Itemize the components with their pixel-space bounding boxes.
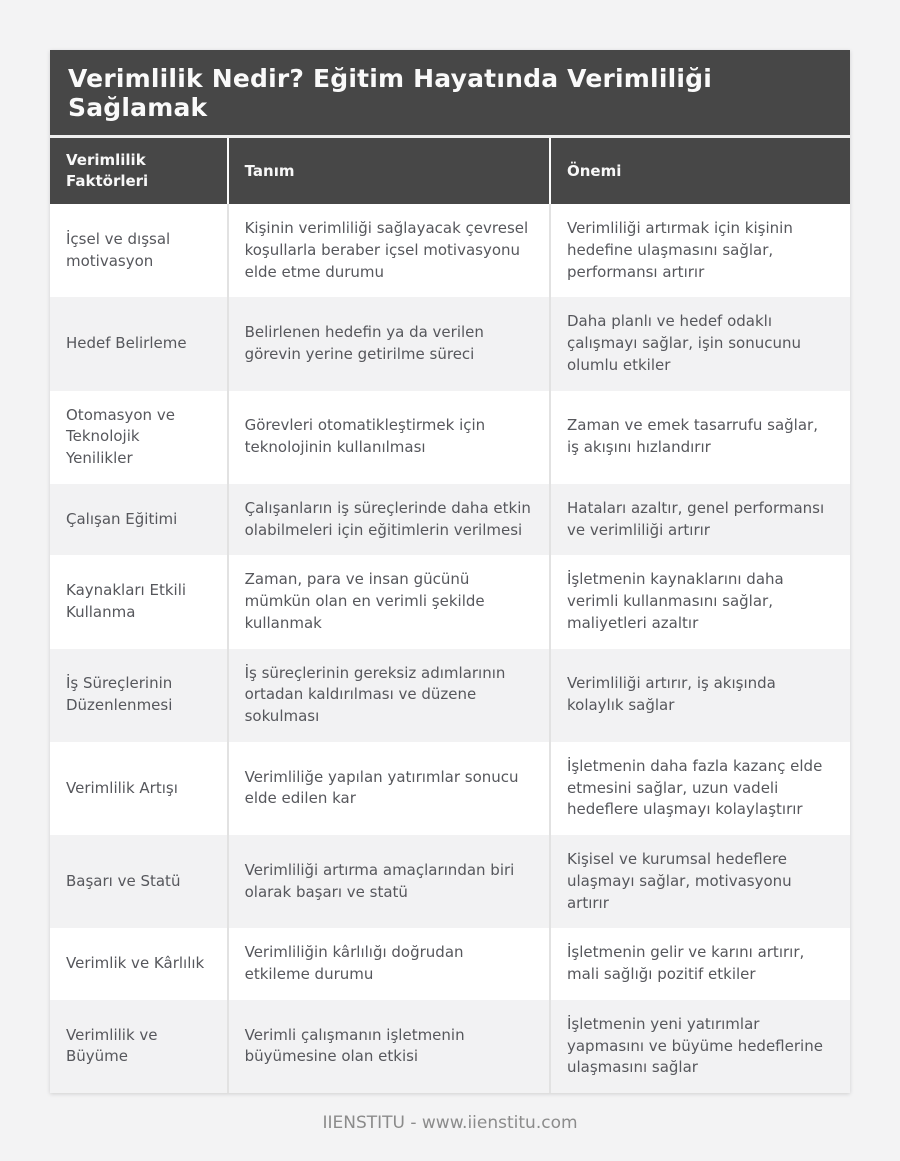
cell-tanim: Verimliliğin kârlılığı doğrudan etkileme durumu bbox=[228, 928, 550, 1000]
cell-faktor: Verimlilik ve Büyüme bbox=[66, 1025, 158, 1066]
cell-tanim: Verimliliğe yapılan yatırımlar sonucu elde edilen kar bbox=[228, 742, 550, 835]
cell-faktor: Otomasyon ve Teknolojik Yenilikler bbox=[66, 405, 175, 467]
cell-onemi: İşletmenin daha fazla kazanç elde etmesini sağlar, uzun vadeli hedeflere ulaşmayı kolaylaştırır bbox=[550, 742, 850, 835]
cell-tanim: Zaman, para ve insan gücünü mümkün olan en verimli şekilde kullanmak bbox=[228, 555, 550, 648]
cell-onemi: Zaman ve emek tasarrufu sağlar, iş akışını hızlandırır bbox=[550, 391, 850, 484]
cell-onemi: Verimliliği artırır, iş akışında kolaylık sağlar bbox=[550, 649, 850, 742]
cell-tanim: Verimliliği artırma amaçlarından biri olarak başarı ve statü bbox=[228, 835, 550, 928]
column-header-faktorler: Verimlilik Faktörleri bbox=[50, 138, 228, 204]
table-row bbox=[50, 484, 850, 556]
cell-onemi: İşletmenin yeni yatırımlar yapmasını ve büyüme hedeflerine ulaşmasını sağlar bbox=[550, 1000, 850, 1093]
table-row bbox=[50, 297, 850, 390]
cell-tanim: Kişinin verimliliği sağlayacak çevresel koşullarla beraber içsel motivasyonu elde etme durumu bbox=[228, 204, 550, 297]
cell-tanim: Verimli çalışmanın işletmenin büyümesine olan etkisi bbox=[228, 1000, 550, 1093]
table-row bbox=[50, 742, 850, 835]
productivity-table-card bbox=[50, 50, 850, 1093]
cell-faktor: Kaynakları Etkili Kullanma bbox=[66, 581, 187, 621]
productivity-table bbox=[50, 138, 850, 1093]
cell-faktor: Verimlik ve Kârlılık bbox=[66, 954, 205, 973]
cell-faktor: Hedef Belirleme bbox=[66, 334, 187, 352]
cell-tanim: Görevleri otomatikleştirmek için teknolojinin kullanılması bbox=[228, 391, 550, 484]
column-header-onemi: Önemi bbox=[550, 138, 850, 204]
table-row bbox=[50, 1000, 850, 1093]
column-header-tanim: Tanım bbox=[228, 138, 550, 204]
cell-onemi: Verimliliği artırmak için kişinin hedefine ulaşmasını sağlar, performansı artırır bbox=[550, 204, 850, 297]
page-title: Verimlilik Nedir? Eğitim Hayatında Verimliliği Sağlamak bbox=[50, 50, 850, 138]
cell-faktor: İş Süreçlerinin Düzenlenmesi bbox=[66, 674, 173, 715]
cell-onemi: İşletmenin kaynaklarını daha verimli kullanmasını sağlar, maliyetleri azaltır bbox=[550, 555, 850, 648]
cell-faktor: Başarı ve Statü bbox=[66, 871, 181, 890]
cell-onemi: İşletmenin gelir ve karını artırır, mali sağlığı pozitif etkiler bbox=[550, 928, 850, 1000]
cell-tanim: İş süreçlerinin gereksiz adımlarının ortadan kaldırılması ve düzene sokulması bbox=[228, 649, 550, 742]
table-row bbox=[50, 649, 850, 742]
cell-faktor: Verimlilik Artışı bbox=[66, 778, 178, 797]
table-body bbox=[50, 204, 850, 1093]
cell-onemi: Kişisel ve kurumsal hedeflere ulaşmayı sağlar, motivasyonu artırır bbox=[550, 835, 850, 928]
cell-tanim: Çalışanların iş süreçlerinde daha etkin olabilmeleri için eğitimlerin verilmesi bbox=[228, 484, 550, 556]
table-row bbox=[50, 204, 850, 297]
cell-onemi: Daha planlı ve hedef odaklı çalışmayı sağlar, işin sonucunu olumlu etkiler bbox=[550, 297, 850, 390]
table-row bbox=[50, 391, 850, 484]
table-header bbox=[50, 138, 850, 204]
cell-onemi: Hataları azaltır, genel performansı ve verimliliği artırır bbox=[550, 484, 850, 556]
table-row bbox=[50, 555, 850, 648]
cell-faktor: İçsel ve dışsal motivasyon bbox=[66, 229, 171, 270]
footer-credit: IIENSTITU - www.iienstitu.com bbox=[322, 1113, 578, 1133]
cell-faktor: Çalışan Eğitimi bbox=[66, 509, 178, 528]
table-row bbox=[50, 928, 850, 1000]
cell-tanim: Belirlenen hedefin ya da verilen görevin yerine getirilme süreci bbox=[228, 297, 550, 390]
table-row bbox=[50, 835, 850, 928]
